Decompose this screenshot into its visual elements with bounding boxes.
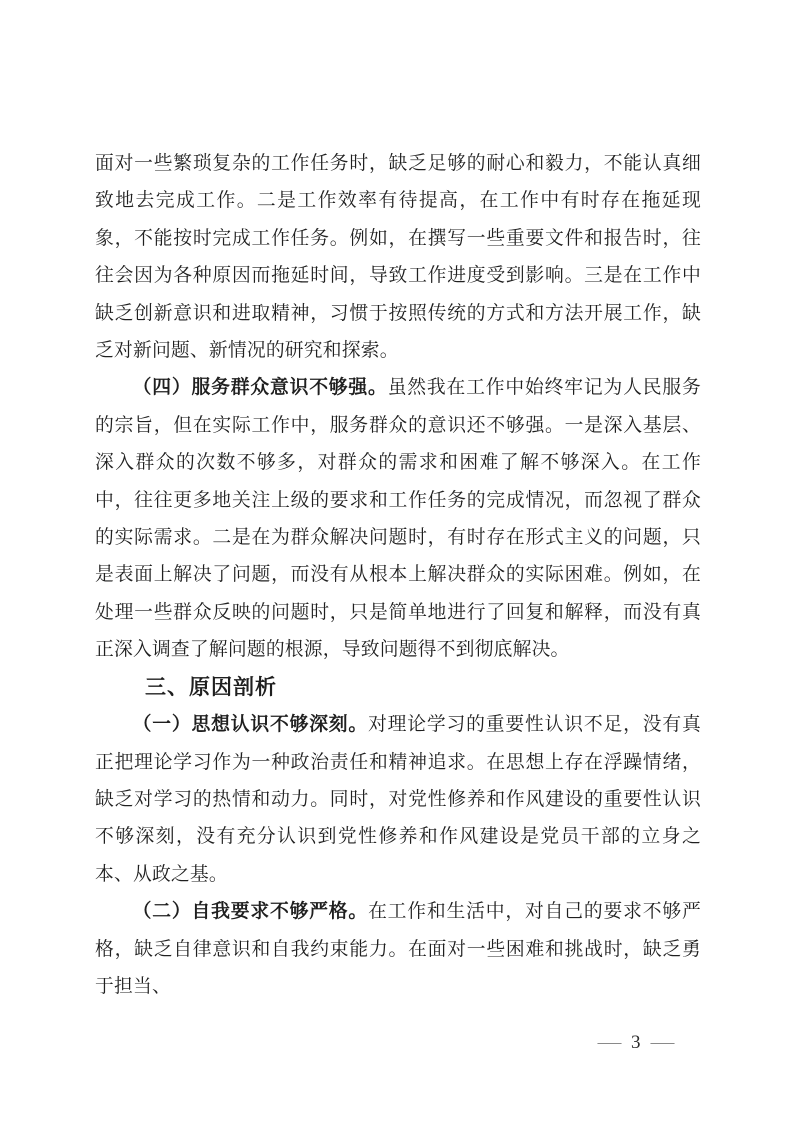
page-footer: [597, 1031, 674, 1055]
text-run: 在工作和生活中，对自己的要求不够严格，缺乏自律意识和自我约束能力。在面对一些困难和挑战时，缺乏勇于担当、: [95, 901, 701, 997]
paragraph-lead-bold: （二）自我要求不够严格。: [132, 901, 369, 923]
paragraph: [95, 369, 701, 668]
paragraph: [95, 706, 701, 893]
paragraph-lead-bold: （四）服务群众意识不够强。: [132, 377, 388, 399]
text-run: 虽然我在工作中始终牢记为人民服务的宗旨，但在实际工作中，服务群众的意识还不够强。一是深入基层、深入群众的次数不够多，对群众的需求和困难了解不够深入。在工作中，往往更多地关注上级的要求和工作任务的完成情况，而忽视了群众的实际需求。二是在为群众解决问题时，有时存在形式主义的问题，只是表面上解决了问题，而没有从根本上解决群众的实际困难。例如，在处理一些群众反映的问题时，只是简单地进行了回复和解释，而没有真正深入调查了解问题的根源，导致问题得不到彻底解决。: [95, 377, 701, 661]
text-run: 面对一些繁琐复杂的工作任务时，缺乏足够的耐心和毅力，不能认真细致地去完成工作。二是工作效率有待提高，在工作中有时存在拖延现象，不能按时完成工作任务。例如，在撰写一些重要文件和报告时，往往会因为各种原因而拖延时间，导致工作进度受到影响。三是在工作中缺乏创新意识和进取精神，习惯于按照传统的方式和方法开展工作，缺乏对新问题、新情况的研究和探索。: [95, 153, 701, 362]
text-run: 对理论学习的重要性认识不足，没有真正把理论学习作为一种政治责任和精神追求。在思想上存在浮躁情绪，缺乏对学习的热情和动力。同时，对党性修养和作风建设的重要性认识不够深刻，没有充分认识到党性修养和作风建设是党员干部的立身之本、从政之基。: [95, 714, 701, 885]
paragraph-lead-bold: （一）思想认识不够深刻。: [132, 714, 369, 736]
paragraph: [95, 893, 701, 1005]
section-heading: [95, 669, 701, 706]
document-content: [95, 145, 701, 1005]
paragraph: [95, 145, 701, 369]
page-number: 3: [631, 1032, 641, 1053]
paragraph-lead-bold: 三、原因剖析: [145, 675, 277, 699]
footer-dash-left: —: [597, 1032, 622, 1053]
footer-dash-right: —: [650, 1032, 674, 1053]
